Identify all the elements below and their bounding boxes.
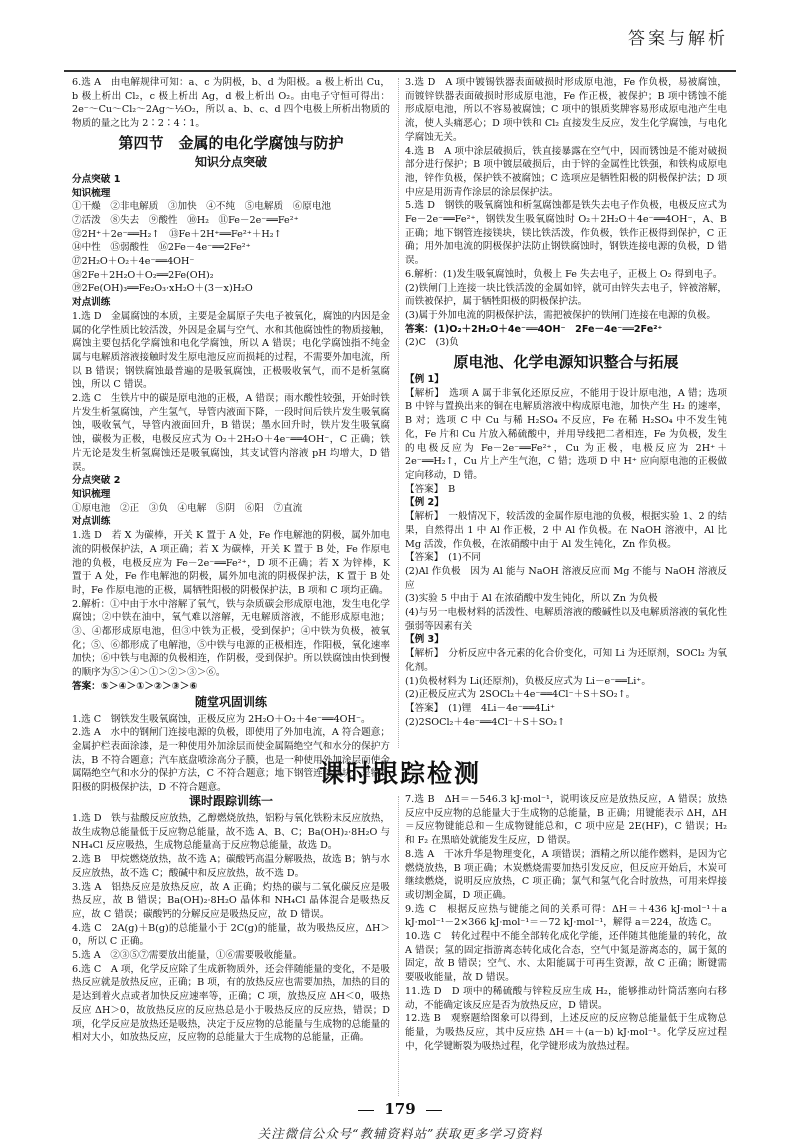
main-heading: 课时跟踪检测 bbox=[318, 759, 481, 788]
answer-6: 6.选 A 由电解规律可知：a、c 为阴极，b、d 为阳极。a 极上析出 Cu，b 极上析出 Cl₂，c 极上析出 Ag，d 极上析出 O₂。由电子守恒可得出：2e⁻～Cu～Cl₂～2Ag～½O₂，所以 a、b、c、d 四个电极上所析出物质的物质的量之比为 2∶2∶4∶1。 bbox=[72, 77, 390, 130]
exercise-answer: 4.选 C 2A(g)＋B(g)的总能量小于 2C(g)的能量，故为吸热反应，ΔH＞0，所以 C 正确。 bbox=[72, 922, 390, 948]
training-answer: 2.选 C 生铁片中的碳是原电池的正极，A 错误；雨水酸性较强，开始时铁片发生析氢腐蚀，产生氢气，导管内液面下降，一段时间后铁片发生吸氧腐蚀，吸收氧气，导管内液面回升，B 错误；墨水回升时，铁片发生吸氧腐蚀，碳极为正极，电极反应式为 O₂＋2H₂O＋4e⁻══4OH⁻，C 正确；铁片无论是发生析氢腐蚀还是吸氧腐蚀，其支试管内溶液 pH 均增大，D 错误。 bbox=[72, 393, 390, 473]
dash-left bbox=[358, 1110, 374, 1111]
knowledge-line: ⑭中性 ⑮弱酸性 ⑯2Fe－4e⁻══2Fe²⁺ bbox=[72, 242, 251, 254]
example-analysis: 【解析】 一般情况下，较活泼的金属作原电池的负极，根据实验 1、2 的结果，自然得出 1 中 Al 作正极，2 中 Al 作负极。在 NaOH 溶液中，Al 比 Mg 活泼，作负极，在浓硝酸中由于 Al 发生钝化，Zn 作负极。 bbox=[405, 511, 727, 550]
dash-right bbox=[426, 1110, 442, 1111]
example-answer: (2)Al 作负极 因为 Al 能与 NaOH 溶液反应而 Mg 不能与 NaOH 溶液反应 bbox=[405, 565, 727, 591]
training-label-2: 对点训练 bbox=[72, 516, 111, 528]
right-column-bottom bbox=[405, 793, 727, 1123]
example-analysis: (2)正极反应式为 2SOCl₂＋4e⁻══4Cl⁻＋S＋SO₂↑。 bbox=[405, 689, 636, 701]
exercise-answer: 2.选 B 甲烷燃烧放热，故不选 A；碳酸钙高温分解吸热，故选 B；钠与水反应放热，故不选 C；酸碱中和反应放热，故不选 D。 bbox=[72, 854, 390, 879]
exercise-answer: 11.选 D D 项中的稀硫酸与锌粒反应生成 H₂，能够推动针筒活塞向右移动，不能确定该反应是否为放热反应，D 错误。 bbox=[405, 985, 727, 1011]
header-rule bbox=[64, 70, 736, 72]
header-title: 答案与解析 bbox=[628, 29, 728, 49]
example-answer: (3)实验 5 中由于 Al 在浓硝酸中发生钝化，所以 Zn 为负极 bbox=[405, 593, 658, 605]
exercise-answer: 6.选 C A 项，化学反应除了生成新物质外，还会伴随能量的变化，不是吸热反应就是放热反应，正确；B 项，有的放热反应也需要加热，加热的目的是达到着火点或者加快反应速率等，正确；C 项，放热反应 ΔH＜0，吸热反应 ΔH＞0，故放热反应的反应热总是小于吸热反应的反应热，错误；D 项，化学反应是放热还是吸热，决定于反应物的总能量与生成物的总能量的相对大小，如放热反应，反应物的总能量大于生成物的总能量，正确。 bbox=[72, 963, 390, 1044]
breakpoint-1-label: 分点突破 1 bbox=[72, 173, 121, 185]
knowledge-line: ①原电池 ②正 ③负 ④电解 ⑤阴 ⑥阳 ⑦直流 bbox=[72, 502, 303, 514]
training-label-1: 对点训练 bbox=[72, 297, 111, 309]
right-column-top bbox=[405, 76, 727, 751]
column-divider-bottom bbox=[398, 796, 399, 1096]
section-title: 第四节 金属的电化学腐蚀与防护 bbox=[118, 133, 344, 152]
knowledge-line: ⑱2Fe＋2H₂O＋O₂══2Fe(OH)₂ bbox=[72, 269, 214, 281]
review-answer: 6.解析：(1)发生吸氧腐蚀时，负极上 Fe 失去电子，正极上 O₂ 得到电子。 bbox=[405, 268, 723, 280]
breakpoint-2-label: 分点突破 2 bbox=[72, 475, 121, 487]
exercise-answer: 7.选 B ΔH＝－546.3 kJ·mol⁻¹，说明该反应是放热反应，A 错误；放热反应中反应物的总能量大于生成物的总能量，B 正确；用键能表示 ΔH，ΔH＝反应物键能总和－生成物键能总和，C 项中应是 2E(HF)，C 错误；H₂ 和 F₂ 在黑暗处就能发生反应，D 错误。 bbox=[405, 794, 727, 847]
example-analysis: (1)负极材料为 Li(还原剂)，负极反应式为 Li－e⁻══Li⁺。 bbox=[405, 675, 651, 687]
review-title: 随堂巩固训练 bbox=[194, 694, 267, 709]
example-answer: 【答案】 (1)不同 bbox=[405, 552, 481, 564]
example-answer: (2)2SOCl₂＋4e⁻══4Cl⁻＋S＋SO₂↑ bbox=[405, 716, 566, 728]
exercise-answer: 12.选 B 观察题给图象可以得到，上述反应的反应物总能量低于生成物总能量，为吸热反应，其中反应热 ΔH＝＋(a－b) kJ·mol⁻¹。化学反应过程中，化学键断裂为吸热过程，化学键形成为放热过程。 bbox=[405, 1013, 727, 1052]
review-answer-part: (2)铁闸门上连接一块比铁活泼的金属如锌，就可由锌失去电子，锌被溶解，而铁被保护，属于牺牲阳极的阴极保护法。 bbox=[405, 282, 727, 308]
exercise-answer: 3.选 A 铝热反应是放热反应，故 A 正确；灼热的碳与二氧化碳反应是吸热反应，故 B 错误；Ba(OH)₂·8H₂O 晶体和 NH₄Cl 晶体混合是吸热反应，故 C 错误；碳酸钙的分解反应是吸热反应，故 D 错误。 bbox=[72, 881, 390, 920]
training-final-answer: 答案：⑤＞④＞①＞②＞③＞⑥ bbox=[72, 680, 198, 692]
knowledge-label-1: 知识梳理 bbox=[72, 187, 111, 199]
example-label-2: 【例 2】 bbox=[405, 497, 444, 509]
review-answer: 2.选 A 水中的钢闸门连接电源的负极，即使用了外加电流，A 符合题意；金属护栏表面涂漆，是一种使用外加涂层而使金属隔绝空气和水分的保护方法，B 不符合题意；汽车底盘喷涂高分子膜，也是一种使用外加涂层而使金属隔绝空气和水分的保护方法，C 不符合题意；地下钢管连接镁块，是牺牲阳极的阴极保护法，D 不符合题意。 bbox=[72, 727, 390, 794]
review-final-answer: 答案：(1)O₂＋2H₂O＋4e⁻══4OH⁻ 2Fe－4e⁻══2Fe²⁺ bbox=[405, 323, 663, 335]
example-analysis: 【解析】 分析反应中各元素的化合价变化，可知 Li 为还原剂，SOCl₂ 为氧化剂。 bbox=[405, 648, 727, 673]
page-number bbox=[0, 1100, 800, 1118]
knowledge-line: ①干燥 ②非电解质 ③加快 ④不纯 ⑤电解质 ⑥原电池 bbox=[72, 201, 332, 213]
knowledge-line: ⑫2H⁺＋2e⁻══H₂↑ ⑬Fe＋2H⁺══Fe²⁺＋H₂↑ bbox=[72, 228, 282, 240]
example-analysis: 【解析】 选项 A 属于非氧化还原反应，不能用于设计原电池，A 错；选项 B 中锌与置换出来的铜在电解质溶液中构成原电池，加快产生 H₂ 的速率，B 对；选项 C 中 Cu 与稀 H₂SO₄ 不反应，Fe 在稀 H₂SO₄ 中不发生钝化，Fe 片和 Cu 片放入稀硫酸中，并用导线把二者相连，Fe 为负极，发生的电极反应为 Fe－2e⁻══Fe²⁺，Cu 为正极，电极反应为 2H⁺＋2e⁻══H₂↑，Cu 片上产生气泡，C 错；选项 D 中 H⁺ 应向原电池的正极做定向移动，D 错。 bbox=[405, 387, 727, 481]
exercise-answer: 1.选 D 铁与盐酸反应放热，乙醇燃烧放热，铝粉与氧化铁粉末反应放热，故生成物总能量低于反应物总能量，故不选 A、B、C；Ba(OH)₂·8H₂O 与 NH₄Cl 反应吸热，生成物总能量高于反应物总能量，故选 D。 bbox=[72, 813, 390, 852]
example-answer: 【答案】 B bbox=[405, 483, 456, 495]
knowledge-label-2: 知识梳理 bbox=[72, 488, 111, 500]
footer-note: 关注微信公众号“教辅资料站”获取更多学习资料 bbox=[257, 1126, 543, 1141]
review-answer: 5.选 D 钢铁的吸氧腐蚀和析氢腐蚀都是铁失去电子作负极，电极反应式为 Fe－2e⁻══Fe²⁺，钢铁发生吸氧腐蚀时 O₂＋2H₂O＋4e⁻══4OH⁻，A、B 正确；地下钢管连接镁块，镁比铁活泼，作负极，铁作正极得到保护，C 正确；用外加电流的阴极保护法防止钢铁腐蚀时，钢铁连接电源的负极，D 错误。 bbox=[405, 200, 727, 267]
section-title-2: 原电池、化学电源知识整合与拓展 bbox=[453, 353, 679, 372]
review-answer-part: (3)属于外加电流的阴极保护法，需把被保护的铁闸门连接在电源的负极。 bbox=[405, 309, 716, 321]
page-number-text: 179 bbox=[384, 1100, 416, 1118]
column-divider bbox=[398, 78, 399, 748]
training-answer: 1.选 D 若 X 为碳棒，开关 K 置于 A 处，Fe 作电解池的阴极，属外加电流的阴极保护法，A 项正确；若 X 为碳棒，开关 K 置于 B 处，Fe 作原电池的负极，电极反应为 Fe－2e⁻══Fe²⁺，D 项不正确；若 X 为锌棒，K 置于 A 处，Fe 作电解池的阴极，属外加电流的阴极保护法，K 置于 B 处时，Fe 作原电池的正极，属牺牲阳极的阴极保护法，B 项和 C 项均正确。 bbox=[72, 530, 390, 596]
example-answer: (4)与另一电极材料的活泼性、电解质溶液的酸碱性以及电解质溶液的氧化性强弱等因素有关 bbox=[405, 607, 727, 632]
example-label-3: 【例 3】 bbox=[405, 634, 444, 646]
left-column-top bbox=[72, 76, 390, 794]
exercise-answer: 9.选 C 根据反应热与键能之间的关系可得：ΔH＝＋436 kJ·mol⁻¹＋a kJ·mol⁻¹－2×366 kJ·mol⁻¹＝－72 kJ·mol⁻¹，解得 a＝224，故选 C。 bbox=[405, 903, 727, 929]
section-subtitle: 知识分点突破 bbox=[194, 154, 267, 169]
exercise-answer: 8.选 A 干冰升华是物理变化，A 项错误；酒精之所以能作燃料，是因为它燃烧放热，B 项正确；木炭燃烧需要加热引发反应，但反应开始后，木炭可继续燃烧，说明反应放热，C 项正确；氯气和氢气化合时放热，可用来焊接或切割金属，D 项正确。 bbox=[405, 848, 727, 901]
knowledge-line: ⑰2H₂O＋O₂＋4e⁻══4OH⁻ bbox=[72, 256, 195, 268]
training-answer: 2.解析：①中由于水中溶解了氧气，铁与杂质碳会形成原电池，发生电化学腐蚀；②中铁在油中，氧气难以溶解，无电解质溶液，不能形成原电池；③、④都形成原电池，但③中铁为正极，受到保护；④中铁为负极，被氧化；⑤、⑥都形成了电解池，⑤中铁与电源的正极相连，作阳极，氧化速率加快；⑥中铁与电源的负极相连，作阴极，受到保护。所以铁腐蚀由快到慢的顺序为⑤＞④＞①＞②＞③＞⑥。 bbox=[72, 598, 390, 679]
review-answer: 1.选 C 钢铁发生吸氧腐蚀，正极反应为 2H₂O＋O₂＋4e⁻══4OH⁻。 bbox=[72, 713, 371, 725]
training-title: 课时跟踪训练一 bbox=[188, 794, 273, 808]
page-header bbox=[0, 0, 800, 74]
example-answer: 【答案】 (1)锂 4Li－4e⁻══4Li⁺ bbox=[405, 702, 556, 714]
knowledge-line: ⑲2Fe(OH)₃══Fe₂O₃·xH₂O＋(3－x)H₂O bbox=[72, 283, 253, 295]
left-column-bottom bbox=[72, 793, 390, 1123]
review-final-answer: (2)C (3)负 bbox=[405, 337, 459, 349]
review-answer: 3.选 D A 项中镀锡铁器表面破损时形成原电池，Fe 作负极，易被腐蚀，而镀锌铁器表面破损时形成原电池，Fe 作正极，被保护；B 项中锈蚀不能形成原电池，所以不容易被腐蚀；C 项中的银质奖牌容易形成原电池产生电流，使人头痛恶心；D 项中铁和 Cl₂ 直接发生反应，发生化学腐蚀，与电化学腐蚀无关。 bbox=[405, 77, 727, 143]
knowledge-line: ⑦活泼 ⑧失去 ⑨酸性 ⑩H₂ ⑪Fe－2e⁻══Fe²⁺ bbox=[72, 214, 299, 226]
exercise-answer: 5.选 A ②③⑤⑦需要放出能量，①⑥需要吸收能量。 bbox=[72, 950, 303, 962]
exercise-answer: 10.选 C 转化过程中不能全部转化成化学能，还伴随其他能量的转化，故 A 错误；氢的固定指游离态转化成化合态，空气中氮是游离态的，属于氮的固定，故 B 错误；空气、水、太阳能属于可再生资源，故 C 正确；断键需要吸收能量，故 D 错误。 bbox=[405, 931, 727, 984]
review-answer: 4.选 B A 项中涂层破损后，铁直接暴露在空气中，因而锈蚀是不能对破损部分进行保护；B 项中镀层破损后，由于锌的金属性比铁强，和铁构成原电池，锌作负极，保护铁不被腐蚀；C 选项应是牺牲阳极的阴极保护法；D 项中应是用沥青作涂层的涂层保护法。 bbox=[405, 145, 727, 198]
training-answer: 1.选 D 金属腐蚀的本质，主要是金属原子失电子被氧化，腐蚀的内因是金属的化学性质比较活泼，外因是金属与空气、水和其他腐蚀性的物质接触，腐蚀主要包括化学腐蚀和电化学腐蚀，所以 A 错误；电化学腐蚀指不纯金属与电解质溶液接触时发生原电池反应而损耗的过程，不需要外加电流，所以 B 错误；钢铁腐蚀最普遍的是吸氧腐蚀，正极吸收氧气，而不是析氢腐蚀，所以 C 错误。 bbox=[72, 310, 390, 391]
example-label-1: 【例 1】 bbox=[405, 374, 444, 386]
